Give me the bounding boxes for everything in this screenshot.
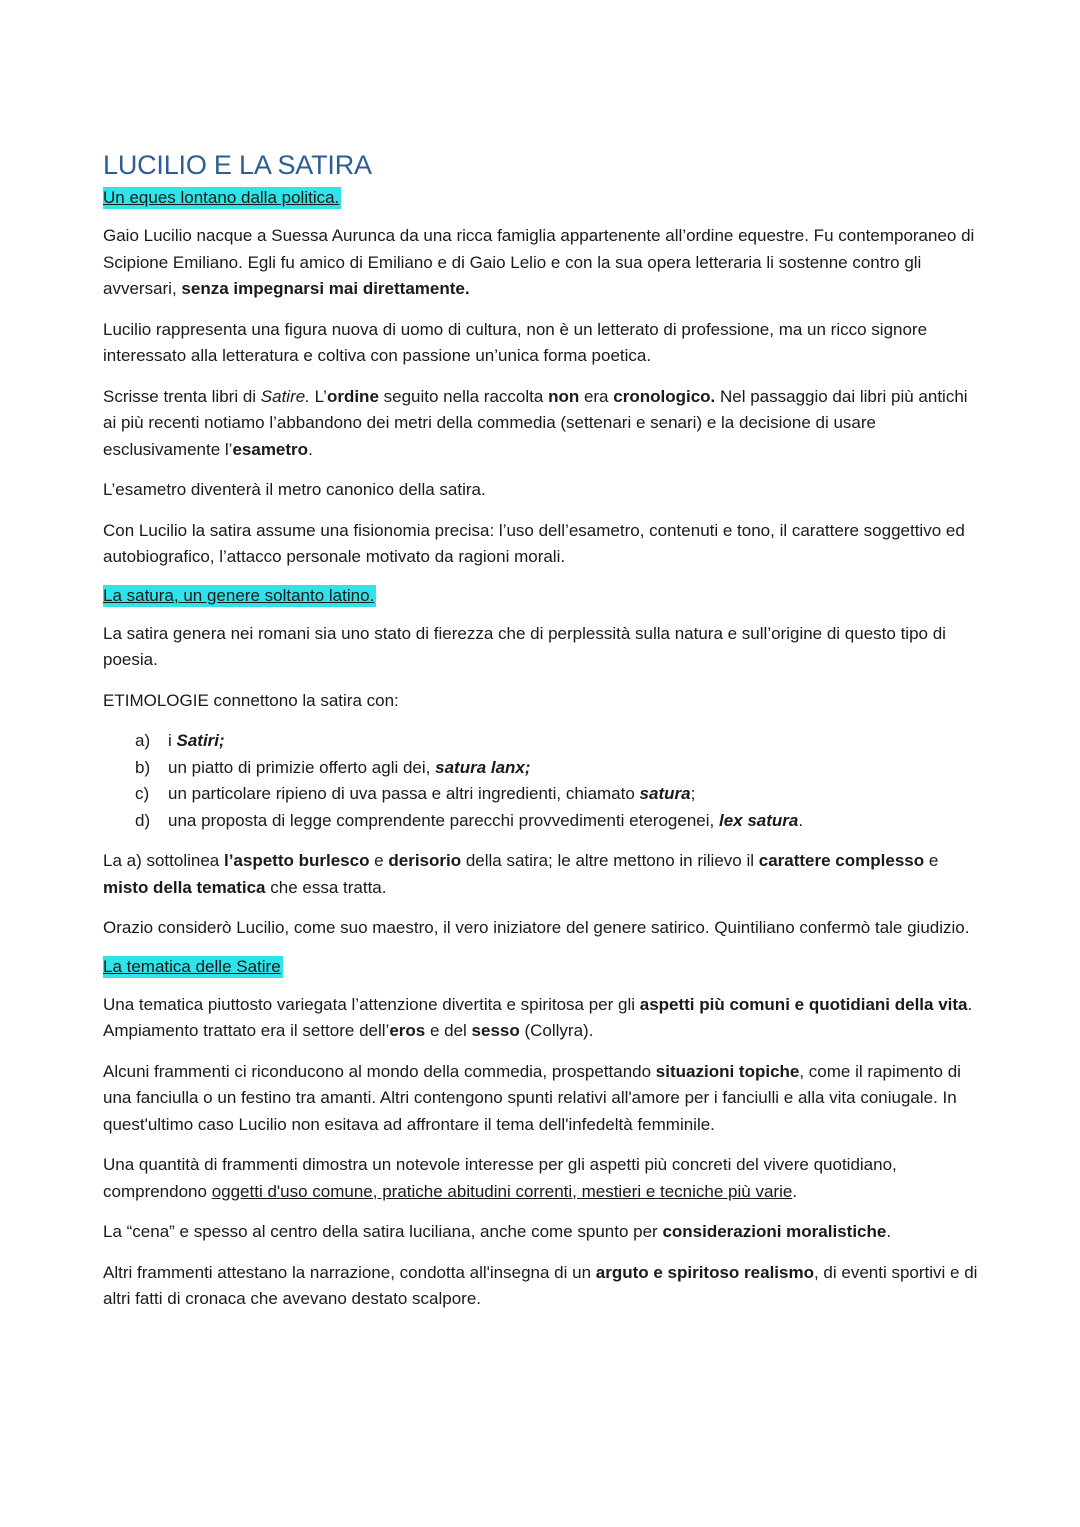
spacer	[103, 209, 983, 223]
paragraph	[103, 848, 983, 901]
paragraph	[103, 384, 983, 464]
list-label: b)	[135, 757, 151, 777]
spacer	[103, 942, 983, 956]
text-run: Alcuni frammenti ci riconducono al mondo della commedia, prospettando	[103, 1061, 656, 1081]
text-run: un piatto di primizie offerto agli dei,	[168, 757, 436, 777]
spacer	[103, 1138, 983, 1152]
italic-run: Satire.	[260, 386, 310, 406]
bold-run: misto della tematica	[103, 877, 266, 897]
spacer	[103, 714, 983, 728]
paragraph	[103, 223, 983, 303]
text-run: seguito nella raccolta	[378, 386, 549, 406]
text-run: Scrisse trenta libri di	[103, 386, 261, 406]
text-run: , come il rapimento di una fanciulla o un festino tra amanti. Altri contengono spunti relativi all'amore per i fanciulli e alla vita coniugale. In quest'ultimo caso Lucilio non esitava ad affrontare il tema dell'infedeltà femminile.	[103, 1061, 961, 1134]
section-heading-satura: La satura, un genere soltanto latino.	[103, 585, 375, 605]
bold-run: esametro	[232, 439, 309, 459]
bold-run: eros	[389, 1021, 426, 1040]
document-page	[103, 150, 983, 1313]
spacer	[103, 571, 983, 585]
text-run: che essa tratta.	[265, 877, 387, 897]
text-run: una proposta di legge comprendente parecchi provvedimenti eterogenei,	[168, 810, 719, 830]
bold-italic-run: satura	[639, 784, 691, 803]
list-text	[168, 755, 531, 782]
paragraph: Con Lucilio la satira assume una fisionomia precisa: l’uso dell’esametro, contenuti e tono, il carattere soggettivo ed autobiografico, l’attacco personale motivato da ragioni morali.	[103, 520, 965, 566]
bold-run: arguto e spiritoso realismo	[595, 1262, 814, 1282]
paragraph: Lucilio rappresenta una figura nuova di uomo di cultura, non è un letterato di professione, ma un ricco signore interessato alla letteratura e coltiva con passione un’unica forma poetica.	[103, 319, 928, 365]
text-run: Nel passaggio dai libri più antichi ai più recenti notiamo l’abbandono dei metri della commedia (settenari e senari) e la decisione di usare esclusivamente l’	[103, 386, 968, 459]
paragraph	[103, 1059, 983, 1139]
spacer	[103, 901, 983, 915]
list-item	[103, 728, 983, 755]
spacer	[103, 978, 983, 992]
paragraph: La satira genera nei romani sia uno stato di fierezza che di perplessità sulla natura e sull’origine di questo tipo di poesia.	[103, 623, 946, 669]
section-heading-eques: Un eques lontano dalla politica.	[103, 188, 340, 207]
text-run: Una quantità di frammenti dimostra un notevole interesse per gli aspetti più concreti del vivere quotidiano, comprendono	[103, 1155, 897, 1201]
spacer	[103, 463, 983, 477]
spacer	[103, 674, 983, 688]
list-label: c)	[135, 784, 150, 803]
text-run: e del	[425, 1021, 472, 1040]
text-run: della satira; le altre mettono in rilievo il	[461, 851, 759, 870]
page-title: LUCILIO E LA SATIRA	[103, 150, 372, 180]
bold-italic-run: Satiri;	[176, 731, 225, 750]
spacer	[103, 607, 983, 621]
list-item	[103, 781, 983, 808]
paragraph: ETIMOLOGIE connettono la satira con:	[103, 690, 399, 710]
spacer	[103, 370, 983, 384]
bold-italic-run: satura lanx;	[435, 757, 531, 777]
spacer	[103, 1246, 983, 1260]
underline-run: oggetti d'uso comune, pratiche abitudini correnti, mestieri e tecniche più varie	[211, 1181, 793, 1201]
text-run: . Ampiamento trattato era il settore dell’	[103, 994, 973, 1040]
bold-run: ordine	[326, 386, 379, 406]
list-label: d)	[135, 810, 151, 830]
bold-run: senza impegnarsi mai direttamente.	[181, 279, 470, 298]
text-run: .	[792, 1181, 798, 1201]
text-run: Altri frammenti attestano la narrazione, condotta all'insegna di un	[103, 1262, 596, 1282]
spacer	[103, 303, 983, 317]
bold-run: carattere complesso	[758, 851, 925, 870]
text-run: un particolare ripieno di uva passa e altri ingredienti, chiamato	[168, 784, 640, 803]
paragraph	[103, 1219, 983, 1246]
paragraph: Orazio considerò Lucilio, come suo maestro, il vero iniziatore del genere satirico. Quintiliano confermò tale giudizio.	[103, 918, 970, 937]
spacer	[103, 504, 983, 518]
bold-run: l’aspetto burlesco	[223, 851, 370, 870]
paragraph: L’esametro diventerà il metro canonico della satira.	[103, 480, 486, 499]
list-label: a)	[135, 731, 151, 750]
text-run: Gaio Lucilio nacque a Suessa Aurunca da una ricca famiglia appartenente all’ordine equestre. Fu contemporaneo di Scipione Emiliano. Egli fu amico di Emiliano e di Gaio Lelio e con la sua opera letteraria li sostenne contro gli avversari,	[103, 226, 975, 298]
text-run: i	[168, 731, 177, 750]
text-run: .	[798, 810, 804, 830]
text-run: L’	[309, 386, 327, 406]
text-run: era	[579, 386, 614, 406]
bold-run: aspetti più comuni e quotidiani della vita	[639, 994, 968, 1014]
text-run: e	[924, 851, 939, 870]
bold-run: situazioni topiche	[655, 1061, 800, 1081]
bold-run: non	[548, 386, 580, 406]
bold-run: considerazioni moralistiche	[662, 1222, 887, 1241]
list-text	[168, 728, 225, 755]
bold-run: sesso	[471, 1021, 520, 1040]
text-run: ;	[690, 784, 696, 803]
paragraph	[103, 1152, 983, 1205]
text-run: La “cena” e spesso al centro della satira luciliana, anche come spunto per	[103, 1222, 663, 1241]
text-run: .	[308, 439, 313, 459]
list-text	[168, 808, 803, 835]
list-item	[103, 808, 983, 835]
paragraph	[103, 1260, 983, 1313]
text-run: e	[369, 851, 389, 870]
list-text	[168, 781, 695, 808]
section-heading-tematica: La tematica delle Satire	[103, 956, 281, 976]
bold-italic-run: lex satura	[718, 810, 799, 830]
text-run: (Collyra).	[519, 1021, 594, 1040]
bold-run: cronologico.	[613, 386, 716, 406]
etymology-list	[103, 728, 983, 834]
text-run: .	[886, 1222, 892, 1241]
paragraph	[103, 992, 983, 1045]
spacer	[103, 1205, 983, 1219]
list-item	[103, 755, 983, 782]
text-run: Una tematica piuttosto variegata l’attenzione divertita e spiritosa per gli	[103, 994, 640, 1014]
spacer	[103, 834, 983, 848]
spacer	[103, 1045, 983, 1059]
bold-run: derisorio	[388, 851, 462, 870]
text-run: , di eventi sportivi e di altri fatti di cronaca che avevano destato scalpore.	[103, 1262, 978, 1308]
text-run: La a) sottolinea	[103, 851, 224, 870]
